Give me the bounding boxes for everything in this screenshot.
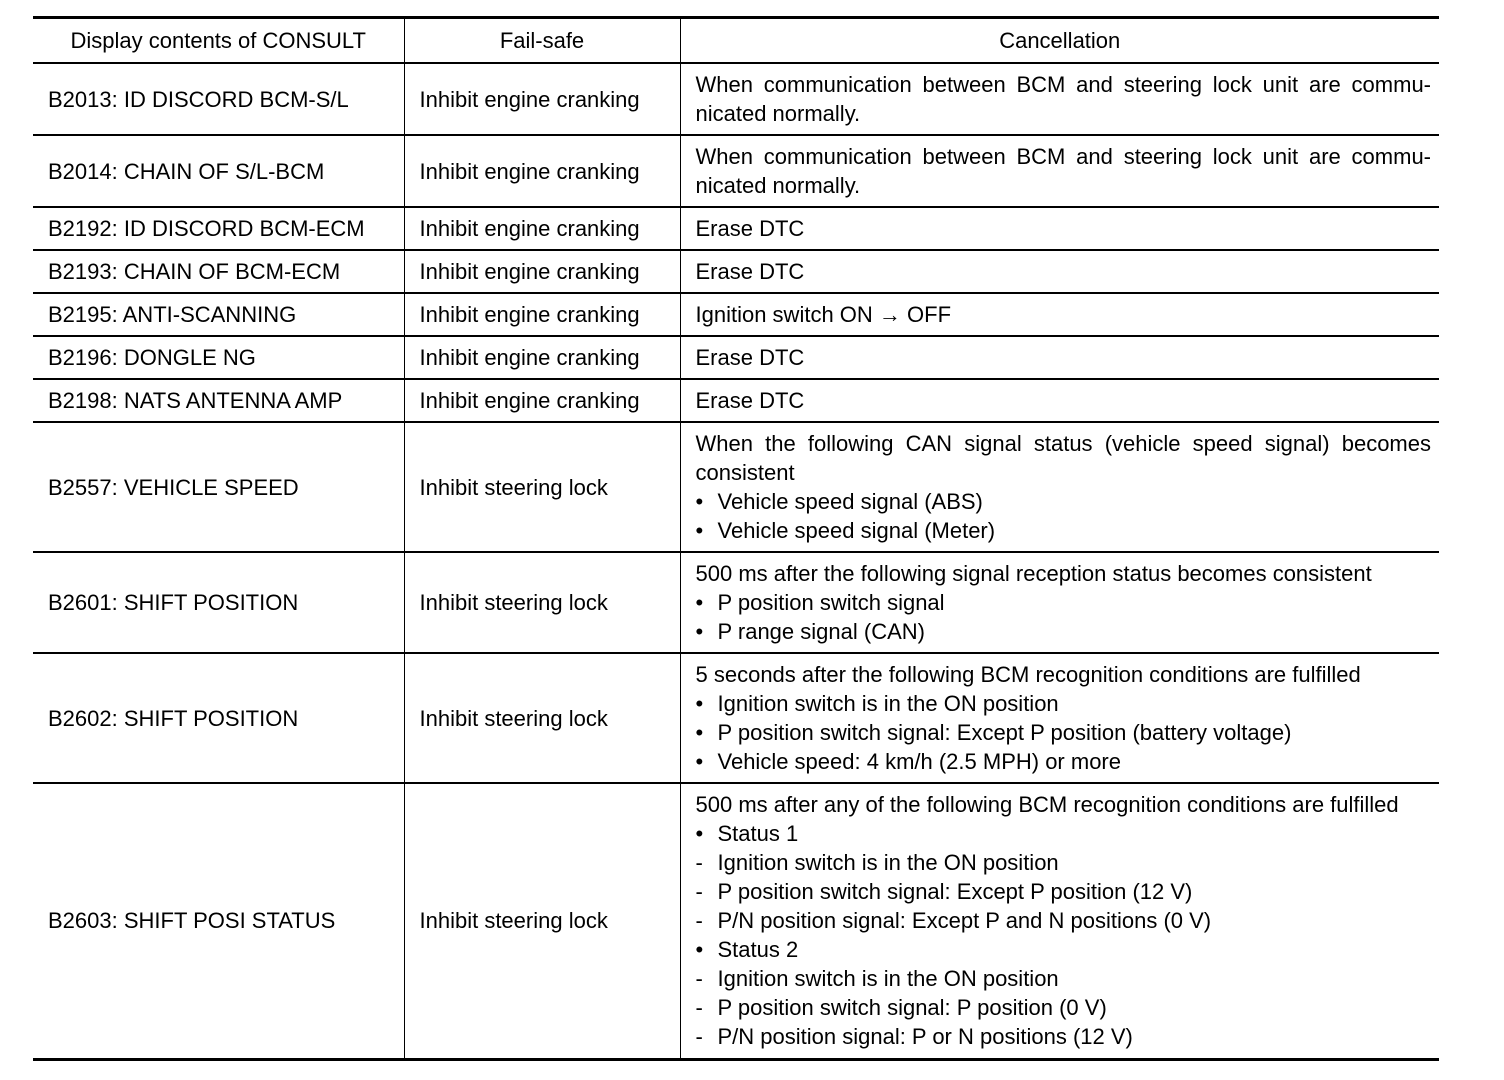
cell-code: B2602: SHIFT POSITION xyxy=(33,653,404,783)
cancellation-text: P/N position signal: Except P and N positions (0 V) xyxy=(717,908,1212,934)
table-row xyxy=(33,336,1439,379)
cell-code: B2557: VEHICLE SPEED xyxy=(33,422,404,552)
cell-failsafe: Inhibit steering lock xyxy=(404,783,680,1059)
cancellation-text: When communication between BCM and steering lock unit are commu-nicated normally. xyxy=(695,144,1431,198)
cancellation-text: Erase DTC xyxy=(695,345,805,370)
cancellation-text: P position switch signal xyxy=(717,590,945,615)
cell-cancellation xyxy=(680,135,1439,207)
cell-code: B2193: CHAIN OF BCM-ECM xyxy=(33,250,404,293)
cancellation-text: 5 seconds after the following BCM recognition conditions are fulfilled xyxy=(695,662,1361,687)
table-row xyxy=(33,552,1439,653)
cell-code: B2014: CHAIN OF S/L-BCM xyxy=(33,135,404,207)
failsafe-table-container xyxy=(33,16,1439,1061)
bullet-mark: - xyxy=(695,879,703,905)
cancellation-text: P position switch signal: Except P position (battery voltage) xyxy=(717,720,1292,745)
cancellation-text: Erase DTC xyxy=(695,259,805,284)
cancellation-line xyxy=(696,559,1432,588)
cancellation-line xyxy=(696,343,1432,372)
cell-cancellation xyxy=(680,207,1439,250)
cell-code: B2198: NATS ANTENNA AMP xyxy=(33,379,404,422)
cancellation-text: Status 2 xyxy=(717,937,799,963)
cell-failsafe: Inhibit steering lock xyxy=(404,552,680,653)
cell-cancellation xyxy=(680,783,1439,1059)
bullet-mark: • xyxy=(695,489,704,514)
cell-code: B2013: ID DISCORD BCM-S/L xyxy=(33,63,404,135)
cancellation-line xyxy=(696,935,1432,964)
cell-code: B2601: SHIFT POSITION xyxy=(33,552,404,653)
cancellation-line xyxy=(696,993,1432,1022)
table-row xyxy=(33,783,1439,1059)
cancellation-text: Ignition switch is in the ON position xyxy=(717,691,1059,716)
cell-failsafe: Inhibit engine cranking xyxy=(404,207,680,250)
cell-failsafe: Inhibit steering lock xyxy=(404,653,680,783)
cancellation-line xyxy=(696,718,1432,747)
cancellation-line xyxy=(696,689,1432,718)
cell-failsafe: Inhibit engine cranking xyxy=(404,293,680,336)
bullet-mark: - xyxy=(695,1024,703,1050)
cancellation-line xyxy=(696,386,1432,415)
bullet-mark: - xyxy=(695,850,703,876)
cell-cancellation xyxy=(680,422,1439,552)
cancellation-text: Ignition switch is in the ON position xyxy=(717,850,1059,876)
cell-failsafe: Inhibit engine cranking xyxy=(404,379,680,422)
cell-code: B2196: DONGLE NG xyxy=(33,336,404,379)
cancellation-text: Erase DTC xyxy=(695,388,805,413)
cell-failsafe: Inhibit steering lock xyxy=(404,422,680,552)
cancellation-line xyxy=(696,964,1432,993)
cancellation-text: P range signal (CAN) xyxy=(717,619,925,644)
bullet-mark: • xyxy=(695,619,704,644)
bullet-mark: • xyxy=(695,720,704,745)
table-row xyxy=(33,293,1439,336)
cancellation-line xyxy=(696,660,1432,689)
bullet-mark: • xyxy=(695,821,704,847)
cell-cancellation xyxy=(680,63,1439,135)
table-body xyxy=(33,63,1439,1059)
cancellation-line xyxy=(696,906,1432,935)
cancellation-line xyxy=(696,617,1432,646)
cell-cancellation xyxy=(680,336,1439,379)
header-display-contents: Display contents of CONSULT xyxy=(33,18,404,64)
cancellation-text: P position switch signal: Except P position (12 V) xyxy=(717,879,1193,905)
table-header-row xyxy=(33,18,1439,64)
cancellation-text: Status 1 xyxy=(717,821,799,847)
cancellation-text: P/N position signal: P or N positions (12 V) xyxy=(717,1024,1133,1050)
cell-cancellation xyxy=(680,379,1439,422)
cancellation-text: Ignition switch is in the ON position xyxy=(717,966,1059,992)
table-row xyxy=(33,135,1439,207)
cancellation-line xyxy=(696,877,1432,906)
cancellation-text: Vehicle speed signal (Meter) xyxy=(717,518,996,543)
cancellation-text: 500 ms after any of the following BCM recognition conditions are fulfilled xyxy=(695,792,1399,818)
cancellation-line xyxy=(696,819,1432,848)
cancellation-line xyxy=(696,588,1432,617)
bullet-mark: • xyxy=(695,937,704,963)
cancellation-text: Erase DTC xyxy=(695,216,805,241)
failsafe-table xyxy=(33,16,1439,1061)
table-row xyxy=(33,250,1439,293)
table-row xyxy=(33,379,1439,422)
cell-failsafe: Inhibit engine cranking xyxy=(404,63,680,135)
cell-failsafe: Inhibit engine cranking xyxy=(404,336,680,379)
bullet-mark: • xyxy=(695,518,704,543)
cell-cancellation xyxy=(680,293,1439,336)
cancellation-line xyxy=(696,300,1432,329)
cancellation-line xyxy=(696,214,1432,243)
cancellation-text: When the following CAN signal status (vehicle speed signal) becomes consistent xyxy=(695,431,1431,485)
cancellation-line xyxy=(696,790,1432,819)
cancellation-line xyxy=(696,142,1432,200)
cell-code: B2195: ANTI-SCANNING xyxy=(33,293,404,336)
header-cancellation: Cancellation xyxy=(680,18,1439,64)
bullet-mark: • xyxy=(695,691,704,716)
cell-cancellation xyxy=(680,250,1439,293)
cancellation-line xyxy=(696,429,1432,487)
cell-code: B2603: SHIFT POSI STATUS xyxy=(33,783,404,1059)
table-row xyxy=(33,207,1439,250)
cell-cancellation xyxy=(680,552,1439,653)
cancellation-text: Ignition switch ON → OFF xyxy=(695,302,952,327)
table-row xyxy=(33,422,1439,552)
header-fail-safe: Fail-safe xyxy=(404,18,680,64)
cancellation-text: Vehicle speed: 4 km/h (2.5 MPH) or more xyxy=(717,749,1121,774)
cancellation-line xyxy=(696,487,1432,516)
bullet-mark: - xyxy=(695,966,703,992)
cancellation-line xyxy=(696,516,1432,545)
cell-code: B2192: ID DISCORD BCM-ECM xyxy=(33,207,404,250)
bullet-mark: - xyxy=(695,908,703,934)
bullet-mark: • xyxy=(695,749,704,774)
cancellation-text: When communication between BCM and steering lock unit are commu-nicated normally. xyxy=(695,72,1431,126)
cancellation-line xyxy=(696,257,1432,286)
table-row xyxy=(33,653,1439,783)
cancellation-line xyxy=(696,70,1432,128)
cancellation-line xyxy=(696,848,1432,877)
cell-cancellation xyxy=(680,653,1439,783)
cell-failsafe: Inhibit engine cranking xyxy=(404,135,680,207)
cancellation-line xyxy=(696,747,1432,776)
cancellation-line xyxy=(696,1022,1432,1051)
bullet-mark: - xyxy=(695,995,703,1021)
cancellation-text: Vehicle speed signal (ABS) xyxy=(717,489,983,514)
cancellation-text: 500 ms after the following signal reception status becomes consistent xyxy=(695,561,1372,586)
cancellation-text: P position switch signal: P position (0 V) xyxy=(717,995,1107,1021)
cell-failsafe: Inhibit engine cranking xyxy=(404,250,680,293)
table-row xyxy=(33,63,1439,135)
bullet-mark: • xyxy=(695,590,704,615)
